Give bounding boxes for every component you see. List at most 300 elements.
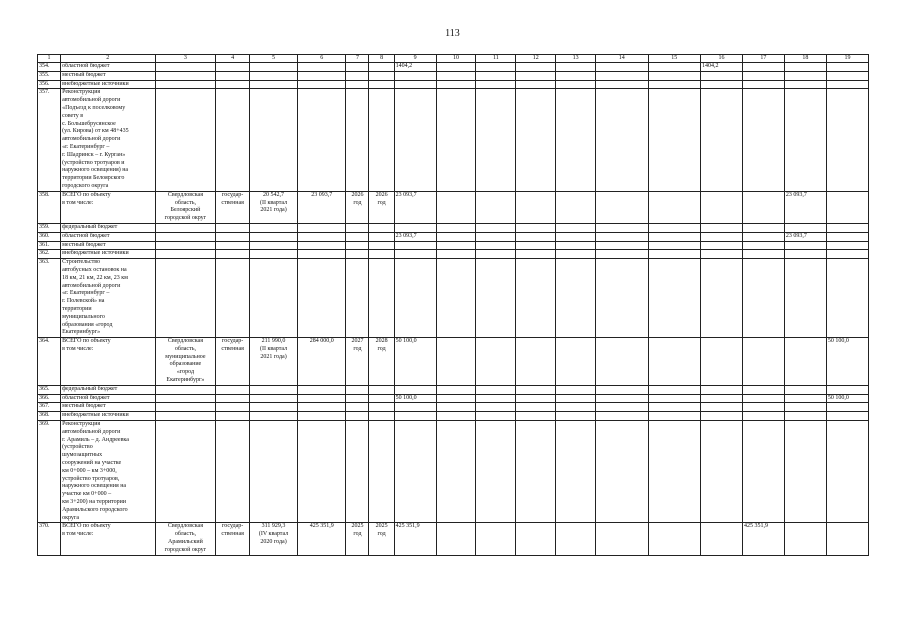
value-cell: 2028 год (369, 338, 394, 386)
value-cell (155, 421, 216, 523)
value-cell: Свердловская область, Белоярский городской округ (155, 191, 216, 223)
value-cell (516, 421, 556, 523)
item-name-cell: областной бюджет (61, 63, 155, 72)
value-cell (394, 421, 436, 523)
value-cell (394, 241, 436, 250)
value-cell (298, 412, 346, 421)
value-cell: 1404,2 (394, 63, 436, 72)
value-cell: 2025 год (369, 523, 394, 555)
value-cell (155, 241, 216, 250)
value-cell (596, 421, 648, 523)
value-cell (436, 191, 476, 223)
budget-source-row (38, 223, 869, 232)
value-cell (556, 80, 596, 89)
column-number: 13 (556, 55, 596, 63)
value-cell (784, 259, 826, 338)
value-cell (700, 394, 742, 403)
value-cell (249, 421, 297, 523)
object-description-row (38, 421, 869, 523)
row-number-cell: 369. (38, 421, 61, 523)
value-cell (346, 232, 369, 241)
value-cell: 425 351,9 (298, 523, 346, 555)
column-number: 4 (216, 55, 250, 63)
column-number: 9 (394, 55, 436, 63)
value-cell (216, 412, 250, 421)
budget-source-row (38, 80, 869, 89)
value-cell (556, 71, 596, 80)
value-cell (346, 71, 369, 80)
value-cell (155, 250, 216, 259)
value-cell (700, 259, 742, 338)
row-number-cell: 366. (38, 394, 61, 403)
row-number-cell: 365. (38, 385, 61, 394)
value-cell: 20 542,7 (II квартал 2021 года) (249, 191, 297, 223)
value-cell (476, 71, 516, 80)
item-name-cell: областной бюджет (61, 394, 155, 403)
value-cell (784, 223, 826, 232)
value-cell (216, 385, 250, 394)
row-number-cell: 359. (38, 223, 61, 232)
value-cell (346, 89, 369, 191)
value-cell (556, 523, 596, 555)
column-number: 7 (346, 55, 369, 63)
value-cell (700, 403, 742, 412)
row-number-cell: 356. (38, 80, 61, 89)
value-cell (346, 259, 369, 338)
value-cell (700, 71, 742, 80)
value-cell (516, 394, 556, 403)
value-cell (784, 403, 826, 412)
value-cell (155, 394, 216, 403)
item-name-cell: федеральный бюджет (61, 385, 155, 394)
column-number: 1 (38, 55, 61, 63)
value-cell (516, 89, 556, 191)
value-cell (476, 403, 516, 412)
value-cell (648, 421, 700, 523)
budget-source-row (38, 394, 869, 403)
object-description-row (38, 89, 869, 191)
value-cell (742, 385, 784, 394)
value-cell (596, 385, 648, 394)
value-cell (476, 89, 516, 191)
row-number-cell: 357. (38, 89, 61, 191)
value-cell (596, 259, 648, 338)
value-cell (826, 63, 868, 72)
value-cell (648, 71, 700, 80)
value-cell (216, 223, 250, 232)
value-cell (556, 232, 596, 241)
value-cell (476, 223, 516, 232)
value-cell (476, 63, 516, 72)
page-number: 113 (445, 28, 460, 39)
value-cell (648, 338, 700, 386)
value-cell: 2025 год (346, 523, 369, 555)
value-cell (346, 385, 369, 394)
column-number: 2 (61, 55, 155, 63)
value-cell (216, 89, 250, 191)
value-cell (476, 338, 516, 386)
value-cell (556, 241, 596, 250)
value-cell (249, 412, 297, 421)
value-cell (784, 412, 826, 421)
value-cell (596, 71, 648, 80)
row-number-cell: 361. (38, 241, 61, 250)
value-cell (216, 259, 250, 338)
value-cell (784, 241, 826, 250)
value-cell (596, 338, 648, 386)
value-cell (298, 385, 346, 394)
value-cell (346, 63, 369, 72)
value-cell (784, 338, 826, 386)
value-cell (346, 223, 369, 232)
value-cell (436, 394, 476, 403)
value-cell (436, 241, 476, 250)
value-cell (476, 394, 516, 403)
budget-table (37, 54, 869, 556)
value-cell (155, 232, 216, 241)
value-cell: 211 990,0 (II квартал 2021 года) (249, 338, 297, 386)
budget-source-row (38, 250, 869, 259)
value-cell: 23 093,7 (394, 191, 436, 223)
item-name-cell: областной бюджет (61, 232, 155, 241)
value-cell (216, 63, 250, 72)
value-cell (648, 89, 700, 191)
value-cell (596, 89, 648, 191)
value-cell (476, 385, 516, 394)
value-cell (742, 80, 784, 89)
value-cell (742, 63, 784, 72)
value-cell (216, 80, 250, 89)
row-number-cell: 355. (38, 71, 61, 80)
item-name-cell: местный бюджет (61, 403, 155, 412)
row-number-cell: 370. (38, 523, 61, 555)
value-cell (556, 250, 596, 259)
value-cell (826, 191, 868, 223)
budget-source-row (38, 241, 869, 250)
value-cell (826, 421, 868, 523)
value-cell (648, 394, 700, 403)
value-cell (155, 89, 216, 191)
value-cell (346, 421, 369, 523)
budget-source-row (38, 385, 869, 394)
item-name-cell: Реконструкция автомобильной дороги «Подъезд к поселковому совету в с. Большебрусянское (ул. Кирова) от км 48+435 автомобильной дороги «г. Екатеринбург – г. Шадринск – г. Курган» (устройство тротуаров и наружного освещения) на территории Белоярского городского округа (61, 89, 155, 191)
value-cell (436, 385, 476, 394)
value-cell (556, 403, 596, 412)
column-number: 8 (369, 55, 394, 63)
value-cell (596, 412, 648, 421)
value-cell: 425 351,9 (742, 523, 784, 555)
value-cell (648, 80, 700, 89)
column-number: 18 (784, 55, 826, 63)
value-cell (346, 250, 369, 259)
value-cell (249, 241, 297, 250)
value-cell (556, 385, 596, 394)
value-cell (784, 71, 826, 80)
value-cell (476, 191, 516, 223)
value-cell (436, 63, 476, 72)
value-cell (298, 80, 346, 89)
row-number-cell: 354. (38, 63, 61, 72)
value-cell (700, 191, 742, 223)
value-cell (369, 63, 394, 72)
value-cell (346, 412, 369, 421)
value-cell (216, 403, 250, 412)
column-number: 19 (826, 55, 868, 63)
value-cell (596, 403, 648, 412)
value-cell (826, 385, 868, 394)
value-cell (556, 394, 596, 403)
value-cell (742, 223, 784, 232)
item-name-cell: ВСЕГО по объекту в том числе: (61, 338, 155, 386)
value-cell (436, 412, 476, 421)
value-cell (556, 89, 596, 191)
value-cell: 2026 год (369, 191, 394, 223)
value-cell (476, 259, 516, 338)
value-cell (826, 259, 868, 338)
value-cell (826, 232, 868, 241)
value-cell (346, 394, 369, 403)
value-cell (476, 523, 516, 555)
value-cell (298, 394, 346, 403)
value-cell (516, 191, 556, 223)
column-number: 6 (298, 55, 346, 63)
value-cell (394, 385, 436, 394)
value-cell (784, 394, 826, 403)
column-number-row (38, 55, 869, 63)
value-cell: Свердловская область, муниципальное образование «город Екатеринбург» (155, 338, 216, 386)
item-name-cell: местный бюджет (61, 71, 155, 80)
value-cell (596, 191, 648, 223)
value-cell (516, 259, 556, 338)
value-cell (556, 223, 596, 232)
value-cell (394, 89, 436, 191)
value-cell (476, 80, 516, 89)
item-name-cell: федеральный бюджет (61, 223, 155, 232)
value-cell (369, 394, 394, 403)
value-cell (516, 403, 556, 412)
value-cell: 23 093,7 (394, 232, 436, 241)
column-number: 10 (436, 55, 476, 63)
value-cell (394, 259, 436, 338)
value-cell (826, 412, 868, 421)
value-cell (648, 63, 700, 72)
value-cell (298, 421, 346, 523)
value-cell: 23 093,7 (298, 191, 346, 223)
value-cell (155, 80, 216, 89)
value-cell (476, 241, 516, 250)
column-number: 15 (648, 55, 700, 63)
value-cell (298, 232, 346, 241)
value-cell (826, 223, 868, 232)
value-cell (826, 89, 868, 191)
value-cell (556, 338, 596, 386)
value-cell (369, 250, 394, 259)
value-cell (298, 89, 346, 191)
value-cell (298, 63, 346, 72)
value-cell (648, 241, 700, 250)
column-number: 17 (742, 55, 784, 63)
value-cell (596, 63, 648, 72)
value-cell (369, 89, 394, 191)
row-number-cell: 360. (38, 232, 61, 241)
value-cell (826, 241, 868, 250)
value-cell (596, 394, 648, 403)
row-number-cell: 364. (38, 338, 61, 386)
value-cell (216, 71, 250, 80)
value-cell: государ- ственная (216, 338, 250, 386)
value-cell (784, 63, 826, 72)
value-cell: 23 093,7 (784, 191, 826, 223)
value-cell (369, 223, 394, 232)
item-name-cell: ВСЕГО по объекту в том числе: (61, 523, 155, 555)
value-cell (369, 241, 394, 250)
value-cell (742, 250, 784, 259)
value-cell (155, 412, 216, 421)
value-cell: 2026 год (346, 191, 369, 223)
value-cell (298, 223, 346, 232)
value-cell (648, 232, 700, 241)
value-cell (700, 412, 742, 421)
value-cell (216, 232, 250, 241)
value-cell (216, 394, 250, 403)
value-cell (648, 523, 700, 555)
value-cell (826, 523, 868, 555)
value-cell (436, 232, 476, 241)
value-cell (436, 71, 476, 80)
value-cell (742, 71, 784, 80)
value-cell (826, 80, 868, 89)
value-cell (700, 89, 742, 191)
item-name-cell: внебюджетные источники (61, 412, 155, 421)
value-cell (742, 259, 784, 338)
value-cell (216, 241, 250, 250)
value-cell (742, 191, 784, 223)
value-cell (596, 241, 648, 250)
value-cell (784, 421, 826, 523)
value-cell (516, 523, 556, 555)
value-cell (516, 63, 556, 72)
object-description-row (38, 259, 869, 338)
value-cell (298, 71, 346, 80)
value-cell (346, 80, 369, 89)
value-cell (700, 232, 742, 241)
value-cell: 2027 год (346, 338, 369, 386)
value-cell: Свердловская область, Арамильский городской округ (155, 523, 216, 555)
item-name-cell: местный бюджет (61, 241, 155, 250)
value-cell (155, 403, 216, 412)
value-cell (784, 89, 826, 191)
value-cell (516, 80, 556, 89)
item-name-cell: внебюджетные источники (61, 250, 155, 259)
row-number-cell: 367. (38, 403, 61, 412)
value-cell (476, 250, 516, 259)
value-cell (249, 223, 297, 232)
value-cell (648, 403, 700, 412)
value-cell (556, 191, 596, 223)
value-cell (648, 412, 700, 421)
value-cell (700, 80, 742, 89)
value-cell (742, 241, 784, 250)
column-number: 11 (476, 55, 516, 63)
row-number-cell: 362. (38, 250, 61, 259)
column-number: 12 (516, 55, 556, 63)
value-cell (394, 412, 436, 421)
value-cell (249, 259, 297, 338)
value-cell (249, 394, 297, 403)
value-cell (516, 338, 556, 386)
value-cell (436, 421, 476, 523)
object-total-row (38, 338, 869, 386)
value-cell (249, 80, 297, 89)
value-cell: государ- ственная (216, 191, 250, 223)
value-cell (369, 421, 394, 523)
value-cell (155, 63, 216, 72)
value-cell (394, 71, 436, 80)
value-cell (369, 385, 394, 394)
value-cell (436, 259, 476, 338)
value-cell (249, 250, 297, 259)
value-cell (700, 241, 742, 250)
value-cell (476, 412, 516, 421)
value-cell (700, 338, 742, 386)
value-cell: 50 100,0 (394, 394, 436, 403)
value-cell (648, 223, 700, 232)
budget-source-row (38, 403, 869, 412)
value-cell: 23 093,7 (784, 232, 826, 241)
value-cell (700, 250, 742, 259)
value-cell (298, 403, 346, 412)
value-cell (742, 232, 784, 241)
value-cell (155, 71, 216, 80)
value-cell (596, 223, 648, 232)
value-cell (742, 421, 784, 523)
value-cell (742, 412, 784, 421)
value-cell (700, 223, 742, 232)
value-cell: 311 929,3 (IV квартал 2020 года) (249, 523, 297, 555)
value-cell (742, 394, 784, 403)
value-cell (648, 191, 700, 223)
value-cell (394, 223, 436, 232)
value-cell (369, 80, 394, 89)
value-cell (516, 250, 556, 259)
row-number-cell: 368. (38, 412, 61, 421)
row-number-cell: 358. (38, 191, 61, 223)
value-cell (784, 385, 826, 394)
value-cell: 425 351,9 (394, 523, 436, 555)
value-cell (826, 71, 868, 80)
value-cell (369, 412, 394, 421)
value-cell (742, 89, 784, 191)
value-cell (249, 71, 297, 80)
value-cell (516, 71, 556, 80)
row-number-cell: 363. (38, 259, 61, 338)
value-cell: государ- ственная (216, 523, 250, 555)
value-cell (700, 523, 742, 555)
value-cell (826, 250, 868, 259)
value-cell (155, 259, 216, 338)
object-total-row (38, 523, 869, 555)
value-cell (516, 223, 556, 232)
value-cell (369, 71, 394, 80)
budget-source-row (38, 71, 869, 80)
column-number: 16 (700, 55, 742, 63)
value-cell (249, 63, 297, 72)
value-cell (436, 89, 476, 191)
value-cell: 50 100,0 (394, 338, 436, 386)
budget-source-row (38, 412, 869, 421)
column-number: 14 (596, 55, 648, 63)
value-cell: 50 100,0 (826, 394, 868, 403)
